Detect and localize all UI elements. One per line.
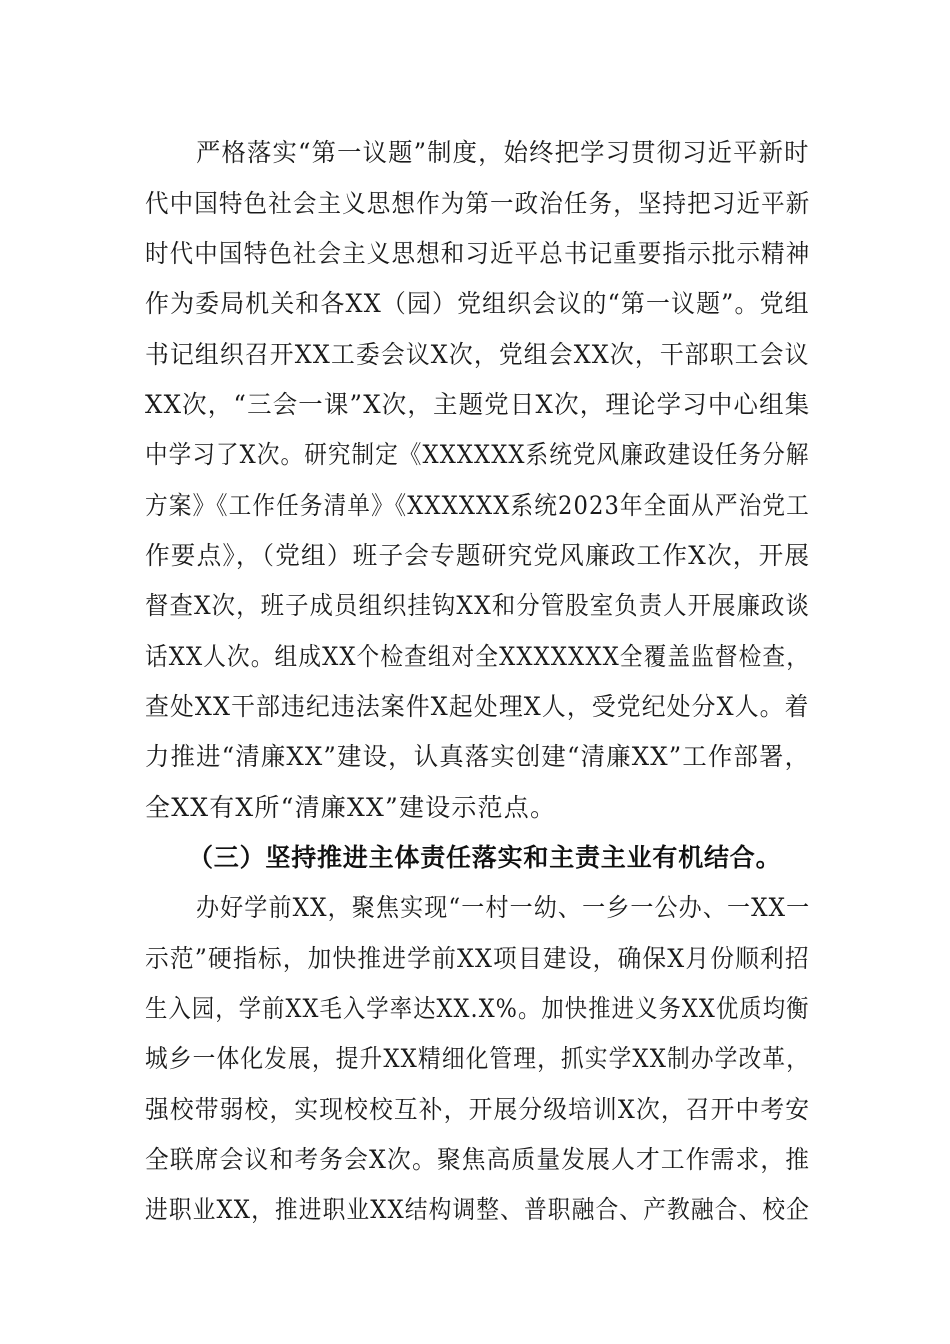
paragraph1-line-6: XX次，“三会一课”X次，主题党日X次，理论学习中心组集 (145, 390, 811, 419)
paragraph2-line-3: 生入园，学前XX毛入学率达XX.X%。加快推进义务XX优质均衡 (145, 994, 810, 1023)
paragraph1-line-5: 书记组织召开XX工委会议X次，党组会XX次，干部职工会议 (145, 340, 810, 369)
paragraph1-line-7: 中学习了X次。研究制定《XXXXXX系统党风廉政建设任务分解 (145, 440, 810, 469)
paragraph1-line-13: 力推进“清廉XX”建设，认真落实创建“清廉XX”工作部署， (145, 742, 811, 771)
paragraph1-line-11: 话XX人次。组成XX个检查组对全XXXXXXX全覆盖监督检查， (145, 642, 810, 671)
paragraph2-line-2: 示范”硬指标，加快推进学前XX项目建设，确保X月份顺利招 (145, 944, 810, 973)
paragraph1-line-8: 方案》《工作任务清单》《XXXXXX系统2023年全面从严治党工 (145, 491, 810, 520)
paragraph1-line-10: 督查X次，班子成员组织挂钩XX和分管股室负责人开展廉政谈 (145, 591, 811, 620)
paragraph2-line-6: 全联席会议和考务会X次。聚焦高质量发展人才工作需求，推 (145, 1145, 811, 1174)
paragraph2-line-4: 城乡一体化发展，提升XX精细化管理，抓实学XX制办学改革， (145, 1044, 810, 1073)
paragraph1-line-14: 全XX有X所“清廉XX”建设示范点。 (145, 793, 557, 822)
paragraph1-line-3: 时代中国特色社会主义思想和习近平总书记重要指示批示精神 (145, 239, 811, 268)
section-heading: （三）坚持推进主体责任落实和主责主业有机结合。 (188, 843, 782, 872)
paragraph1-line-12: 查处XX干部违纪违法案件X起处理X人，受党纪处分X人。着 (145, 692, 810, 721)
paragraph2-line-7: 进职业XX，推进职业XX结构调整、普职融合、产教融合、校企 (145, 1195, 810, 1224)
paragraph1-line-9: 作要点》，（党组）班子会专题研究党风廉政工作X次，开展 (145, 541, 811, 570)
paragraph2-line-1: 办好学前XX，聚焦实现“一村一幼、一乡一公办、一XX一 (196, 893, 811, 922)
paragraph2-line-5: 强校带弱校，实现校校互补，开展分级培训X次，召开中考安 (145, 1095, 811, 1124)
paragraph1-line-4: 作为委局机关和各XX（园）党组织会议的“第一议题”。党组 (145, 289, 810, 318)
paragraph1-line-1: 严格落实“第一议题”制度，始终把学习贯彻习近平新时 (196, 138, 810, 167)
paragraph1-line-2: 代中国特色社会主义思想作为第一政治任务，坚持把习近平新 (145, 189, 811, 218)
